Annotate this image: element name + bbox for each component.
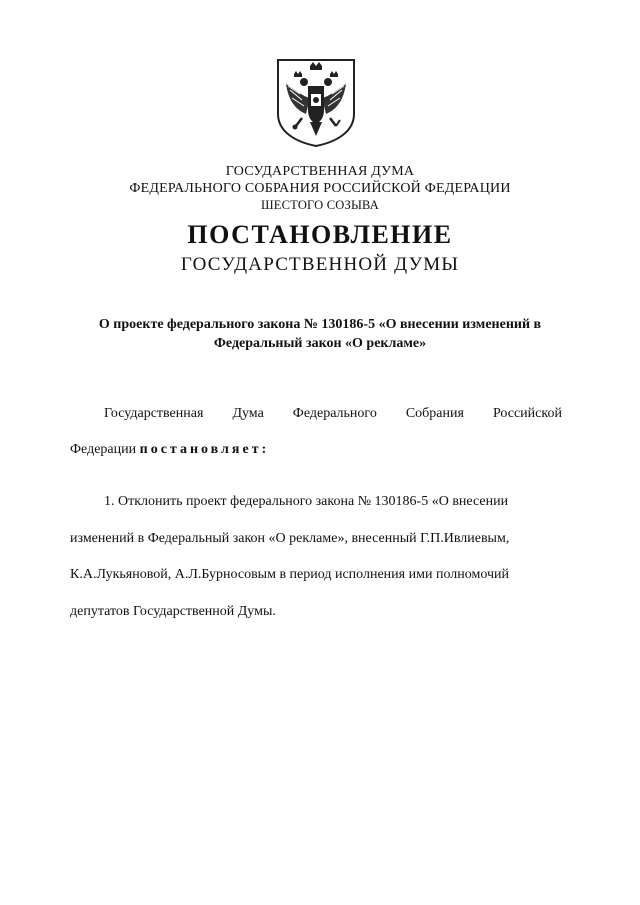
document-subject [60,315,580,353]
header-line-duma: ГОСУДАРСТВЕННАЯ ДУМА [225,164,415,179]
double-headed-eagle-coat-of-arms-icon [272,56,360,148]
preamble-line-2 [70,442,562,458]
preamble-word: Российской [492,406,562,421]
subject-line-2: Федеральный закон «О рекламе» [213,336,427,351]
preamble-verb: постановляет: [139,442,270,457]
document-issuer: ГОСУДАРСТВЕННОЙ ДУМЫ [180,254,460,275]
subject-line-1: О проекте федерального закона № 130186-5 «О внесении изменений в [98,317,542,332]
header-line-convocation: ШЕСТОГО СОЗЫВА [260,198,380,212]
clause-1-line-2: изменений в Федеральный закон «О рекламе», внесенный Г.П.Ивлиевым, [70,531,510,546]
clause-1-line-1: 1. Отклонить проект федерального закона № 130186-5 «О внесении [104,494,509,509]
header-line-assembly: ФЕДЕРАЛЬНОГО СОБРАНИЯ РОССИЙСКОЙ ФЕДЕРАЦИИ [129,181,511,196]
clause-1-line-3: К.А.Лукьяновой, А.Л.Бурносовым в период исполнения ими полномочий [70,567,509,582]
preamble-word: Федерального [292,406,377,421]
preamble-line-1 [104,406,562,422]
document-type-title: ПОСТАНОВЛЕНИЕ [187,220,453,249]
clause-1-line-4: депутатов Государственной Думы. [70,604,276,619]
preamble-word: Государственная [104,406,204,421]
preamble-word: Собрания [405,406,464,421]
preamble-subject: Федерации [70,442,140,457]
preamble-word: Дума [232,406,264,421]
organization-header [0,163,640,214]
